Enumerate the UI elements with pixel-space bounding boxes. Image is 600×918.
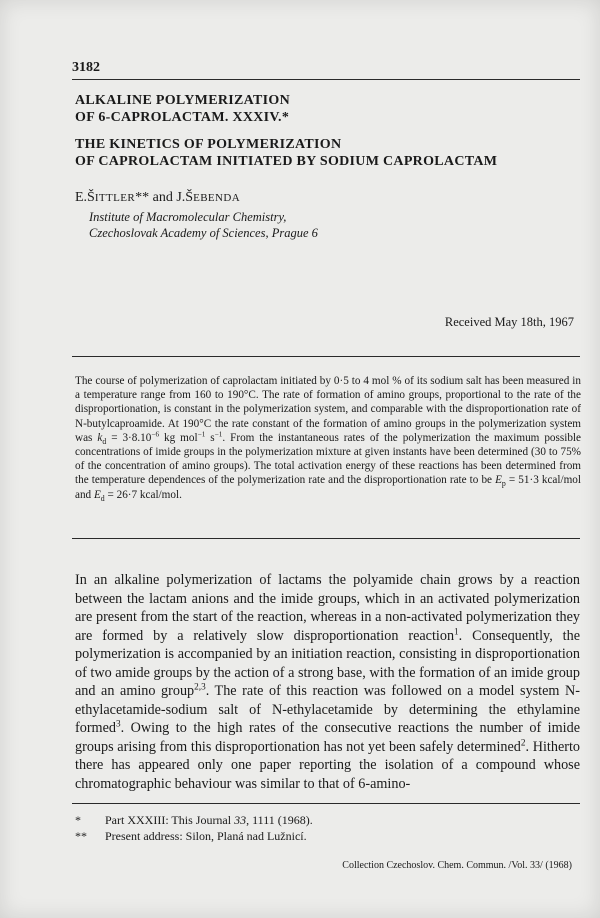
abstract-text: The course of polymerization of caprolactam initiated by 0·5 to 4 mol % of its sodium salt has been measured in a temperature range from 160 to 190°C. The rate of formation of amino groups, proportional to the rate of the disproportionation, is constant in the polymerization system, and comparable with the disproportionation rate of N-butylcaproamide. At 190°C the rate constant of the formation of amino groups in the polymerization system was [75, 375, 581, 444]
subtitle-line: THE KINETICS OF POLYMERIZATION [75, 137, 342, 152]
header-rule [72, 79, 580, 80]
ep-symbol: E [495, 474, 502, 487]
footnote [75, 829, 307, 844]
kd-units-exponent: −1 [197, 430, 206, 439]
author-1-initial: E.Š [75, 190, 95, 205]
subtitle-line: OF CAPROLACTAM INITIATED BY SODIUM CAPROLACTAM [75, 154, 498, 169]
author-1-surname: ITTLER [94, 192, 136, 204]
author-conjunction: and [149, 190, 177, 205]
kd-symbol: k [97, 431, 103, 444]
body-text: . Consequently, the polymerization is accompanied by an initiation reaction, consisting in disproportionation of two amide groups by the action of a strong base, with the formation of an imide group and an amino group [75, 627, 581, 699]
article-subtitle [75, 136, 497, 170]
ed-value: = 26·7 kcal/mol. [104, 488, 182, 501]
collection-line: Collection Czechoslov. Chem. Commun. /Vol. 33/ (1968) [342, 860, 572, 871]
author-1-mark: ** [135, 190, 150, 205]
received-date: Received May 18th, 1967 [444, 315, 574, 329]
kd-value: = 3·8.10 [106, 431, 152, 444]
reference-mark: 1 [454, 625, 459, 636]
reference-mark: 2,3 [194, 681, 206, 692]
body-text: . Hitherto there has appeared only one paper reporting the isolation of a compound whose chromatographic behaviour was similar to that of 6-amino- [75, 738, 581, 792]
footnote-rule [72, 803, 580, 804]
ed-symbol: E [93, 488, 101, 501]
ed-subscript: d [100, 493, 105, 503]
kd-units: kg mol [159, 431, 198, 444]
abstract-text: . From the instantaneous rates of the polymerization the maximum possible concentrations of imide groups in the polymerization mixture at given instants have been determined (30 to 75% of the concentration of amino groups). The total activation energy of these reactions has been determined from the temperature dependences of the polymerization rate and the disproportionation rate to be [75, 431, 581, 487]
reference-mark: 2 [520, 736, 526, 747]
kd-exponent: −6 [151, 430, 160, 439]
kd-units: s [205, 431, 215, 444]
affiliation-line: Institute of Macromolecular Chemistry, [89, 210, 287, 224]
ep-subscript: p [501, 479, 506, 489]
abstract [75, 374, 581, 502]
abstract-top-rule [72, 356, 580, 357]
article-title [75, 92, 290, 126]
author-2-surname: EBENDA [193, 192, 241, 204]
footnote-text: , 1111 (1968). [246, 813, 313, 827]
affiliation [89, 209, 318, 241]
reference-mark: 3 [115, 718, 121, 729]
page-number: 3182 [72, 60, 100, 75]
ep-value: = 51·3 kcal/mol and [75, 474, 582, 501]
title-line: OF 6-CAPROLACTAM. XXXIV.* [75, 110, 290, 125]
body-text: . The rate of this reaction was followed on a model system N-ethylacetamide-sodium salt of N-ethylacetamide by determining the ethylamine formed [75, 683, 580, 736]
body-text: In an alkaline polymerization of lactams the polyamide chain grows by a reaction between the lactam anions and the imide groups, which in an activated polymerization are present from the start of the reaction, whereas in a non-activated polymerization they are formed by a relatively slow disproportionation reaction [75, 572, 580, 644]
title-line: ALKALINE POLYMERIZATION [75, 93, 290, 108]
abstract-bottom-rule [72, 538, 580, 539]
footnote-mark: ** [75, 829, 87, 843]
body-text: . Owing to the high rates of the consecutive reactions the number of imide groups arising from this disproportionation has not yet been safely determined [75, 720, 580, 755]
author-line [75, 190, 240, 206]
footnote-volume: 33 [234, 813, 247, 827]
footnote-text: Present address: Silon, Planá nad Lužnicí. [105, 829, 307, 843]
footnote-text: Part XXXIII: This Journal [105, 813, 235, 827]
body-paragraph [75, 571, 580, 793]
footnote [75, 813, 313, 828]
author-2-initial: J.Š [176, 190, 194, 205]
kd-subscript: d [102, 437, 107, 447]
footnote-mark: * [75, 813, 81, 827]
kd-units-exponent: −1 [214, 430, 223, 439]
affiliation-line: Czechoslovak Academy of Sciences, Prague 6 [89, 226, 318, 240]
